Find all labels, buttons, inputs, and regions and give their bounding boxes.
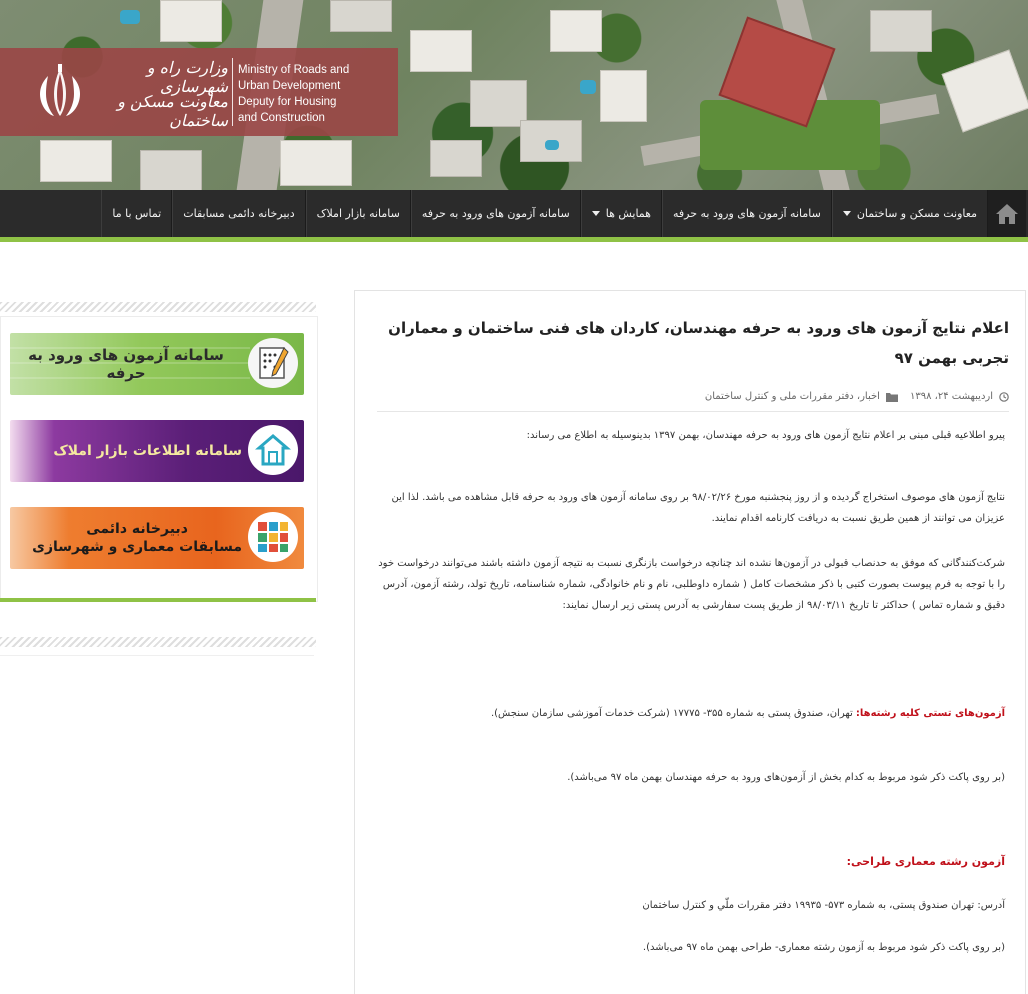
article-meta bbox=[373, 391, 1009, 402]
sidebar-stripe-divider bbox=[0, 637, 316, 647]
nav-item-label: دبیرخانه دائمی مسابقات bbox=[183, 207, 295, 220]
article-category-link[interactable]: اخبار، دفتر مقررات ملی و کنترل ساختمان bbox=[704, 391, 880, 402]
nav-item-housing-deputy[interactable] bbox=[832, 190, 988, 237]
nav-item-label: تماس با ما bbox=[112, 207, 162, 220]
header-banner bbox=[0, 0, 1028, 190]
aerial-building bbox=[280, 140, 352, 186]
folder-icon bbox=[886, 392, 898, 402]
test-exams-label: آزمون‌های تستی کلیه رشته‌ها: bbox=[855, 708, 1005, 719]
aerial-building bbox=[600, 70, 647, 122]
aerial-building bbox=[550, 10, 602, 52]
exam-sheet-icon bbox=[248, 338, 298, 388]
nav-menu bbox=[101, 190, 988, 237]
logo-english-text bbox=[238, 62, 388, 126]
aerial-building bbox=[470, 80, 527, 127]
news-article bbox=[354, 290, 1026, 994]
home-icon bbox=[995, 203, 1019, 225]
article-paragraph: آدرس: تهران صندوق پستی، به شماره ۵۷۳- ۱۹۹۳۵ دفتر مقررات ملّي و كنترل ساختمان bbox=[642, 900, 1005, 911]
nav-item-label: همایش ها bbox=[605, 207, 651, 220]
aerial-pool bbox=[580, 80, 596, 94]
house-icon bbox=[248, 425, 298, 475]
competitions-secretariat-banner[interactable] bbox=[10, 507, 304, 569]
exam-system-banner-label: سامانه آزمون های ورود به حرفه bbox=[28, 346, 224, 382]
nav-item-exam-system[interactable] bbox=[662, 190, 832, 237]
aerial-building bbox=[870, 10, 932, 52]
aerial-building bbox=[430, 140, 482, 177]
ministry-logo-panel[interactable] bbox=[0, 48, 398, 136]
article-paragraph: (بر روی پاکت ذکر شود مربوط به کدام بخش از آزمون‌های ورود به حرفه مهندسان بهمن ماه ۹۷ می‌باشد). bbox=[567, 772, 1005, 783]
chevron-down-icon bbox=[592, 211, 600, 216]
sidebar-stripe-divider bbox=[0, 302, 316, 312]
real-estate-info-banner-label: سامانه اطلاعات بازار املاک bbox=[53, 443, 242, 459]
aerial-building bbox=[942, 50, 1028, 133]
article-paragraph: نتایج آزمون های موصوف استخراج گردیده و از روز پنجشنبه مورخ ۹۸/۰۲/۲۶ بر روی سامانه آزمون های ورود به حرفه قابل مشاهده می باشد. لذا این عزیزان می توانند از همین طریق نسبت به دریافت کارنامه اقدام نمایند. bbox=[391, 492, 1005, 524]
article-paragraph: پیرو اطلاعیه قبلی مبنی بر اعلام نتایج آزمون های ورود به حرفه مهندسان، بهمن ۱۳۹۷ بدینوسیله به اطلاع می رساند: bbox=[526, 430, 1005, 441]
banner-line: مسابقات معماری و شهرسازی bbox=[32, 539, 242, 555]
meta-divider bbox=[377, 411, 1009, 412]
nav-item-real-estate-market[interactable] bbox=[306, 190, 411, 237]
clock-icon bbox=[999, 392, 1009, 402]
article-paragraph: شرکت‌کنندگانی که موفق به حدنصاب قبولی در آزمون‌ها نشده اند چنانچه درخواست بازنگری نسبت به نتیجه آزمون داشته باشند می‌توانند درخواست خود را با توجه به فرم پیوست بصورت کتبی با ذکر مشخصات کامل ( شماره داوطلبی، نام و نام خانوادگی، شماره شناسنامه، تاریخ تولد، رشته آزمون، آدرس دقیق و شماره تماس ) حداکثر تا تاریخ ۹۸/۰۳/۱۱ از طریق پست سفارشی به آدرس پستی زیر ارسال نمایند: bbox=[378, 558, 1005, 611]
banner-line: دبیرخانه دائمی bbox=[86, 521, 188, 537]
article-paragraph: (بر روی پاکت ذکر شود مربوط به آزمون رشته معماری- طراحی بهمن ماه ۹۷ می‌باشد). bbox=[642, 942, 1005, 953]
nav-item-contact-us[interactable] bbox=[101, 190, 172, 237]
exam-system-banner[interactable] bbox=[10, 333, 304, 395]
chevron-down-icon bbox=[843, 211, 851, 216]
home-button[interactable] bbox=[988, 190, 1026, 237]
aerial-pool bbox=[545, 140, 559, 150]
aerial-building bbox=[410, 30, 472, 72]
logo-en-line: Urban Development bbox=[238, 80, 341, 92]
logo-en-line: Ministry of Roads and bbox=[238, 64, 350, 76]
logo-persian-ministry-name: وزارت راه و شهرسازی bbox=[146, 58, 228, 96]
architecture-grid-icon bbox=[248, 512, 298, 562]
nav-item-competitions-secretariat[interactable] bbox=[172, 190, 305, 237]
logo-persian-deputy-name: معاونت مسکن و ساختمان bbox=[117, 92, 228, 130]
test-exams-address: تهران، صندوق پستی به شماره ۳۵۵- ۱۷۷۷۵ (شرکت خدمات آموزشی سازمان سنجش). bbox=[490, 708, 856, 719]
nav-accent-bar bbox=[0, 237, 1028, 242]
logo-divider bbox=[232, 58, 233, 126]
logo-en-line: Deputy for Housing bbox=[238, 96, 337, 108]
article-title[interactable]: اعلام نتایج آزمون های ورود به حرفه مهندسان، کاردان های فنی ساختمان و معماران تجربی بهمن ۹۷ bbox=[388, 319, 1009, 367]
aerial-building bbox=[330, 0, 392, 32]
main-navigation-bar bbox=[0, 190, 1028, 237]
sidebar-box-accent-bar bbox=[0, 598, 316, 602]
aerial-building bbox=[40, 140, 112, 182]
aerial-pool bbox=[120, 10, 140, 24]
competitions-secretariat-banner-label bbox=[32, 507, 242, 569]
nav-item-conferences[interactable] bbox=[581, 190, 662, 237]
aerial-building bbox=[160, 0, 222, 42]
article-date: اردیبهشت ۲۴، ۱۳۹۸ bbox=[909, 391, 993, 402]
nav-item-label: معاونت مسکن و ساختمان bbox=[856, 207, 977, 220]
nav-item-label: سامانه بازار املاک bbox=[316, 207, 400, 220]
architecture-exam-heading: آزمون رشته معماری طراحی: bbox=[846, 855, 1005, 868]
nav-item-exam-system-2[interactable] bbox=[411, 190, 581, 237]
real-estate-info-banner[interactable] bbox=[10, 420, 304, 482]
logo-en-line: and Construction bbox=[238, 112, 325, 124]
nav-item-label: سامانه آزمون های ورود به حرفه bbox=[421, 207, 570, 220]
nav-item-label: سامانه آزمون های ورود به حرفه bbox=[672, 207, 821, 220]
iran-emblem-icon bbox=[30, 62, 90, 122]
article-paragraph-test-exams-address bbox=[375, 703, 1005, 724]
sidebar-empty-widget bbox=[0, 655, 314, 994]
aerial-building bbox=[140, 150, 202, 190]
